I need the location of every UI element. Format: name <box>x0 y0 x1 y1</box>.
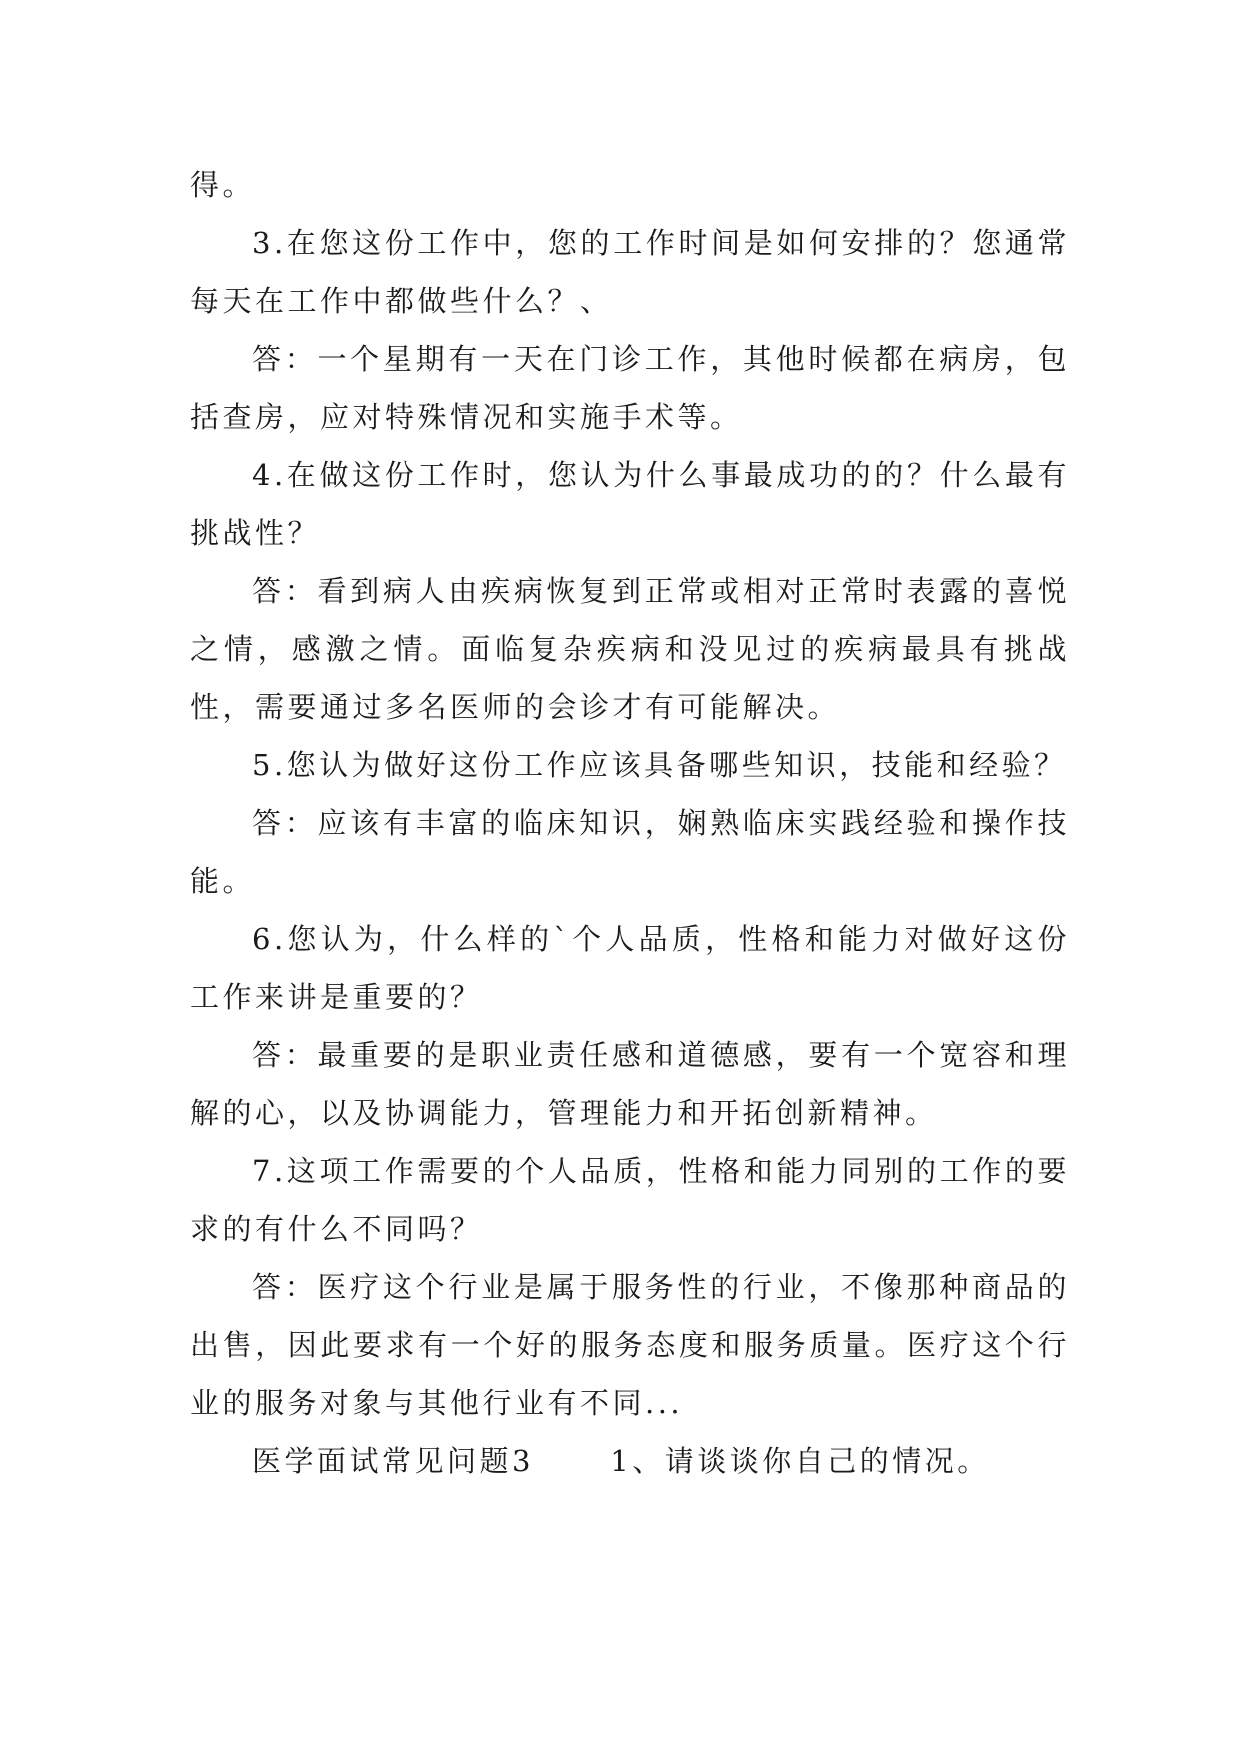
document-body <box>190 156 1070 1490</box>
answer-4: 答：看到病人由疾病恢复到正常或相对正常时表露的喜悦之情，感激之情。面临复杂疾病和没见过的疾病最具有挑战性，需要通过多名医师的会诊才有可能解决。 <box>190 574 1070 724</box>
answer-3: 答：一个星期有一天在门诊工作，其他时候都在病房，包括查房，应对特殊情况和实施手术等。 <box>190 342 1070 434</box>
question-6: 6.您认为，什么样的`个人品质，性格和能力对做好这份工作来讲是重要的？ <box>190 922 1070 1014</box>
question-3: 3.在您这份工作中，您的工作时间是如何安排的？您通常每天在工作中都做些什么？、 <box>190 226 1070 318</box>
question-5: 5.您认为做好这份工作应该具备哪些知识，技能和经验？ <box>252 748 1067 782</box>
answer-6: 答：最重要的是职业责任感和道德感，要有一个宽容和理解的心，以及协调能力，管理能力和开拓创新精神。 <box>190 1038 1070 1130</box>
answer-5: 答：应该有丰富的临床知识，娴熟临床实践经验和操作技能。 <box>190 806 1070 898</box>
question-4: 4.在做这份工作时，您认为什么事最成功的的？什么最有挑战性？ <box>190 458 1070 550</box>
section-heading-line <box>190 1432 1070 1490</box>
section-first-question: 1、请谈谈你自己的情况。 <box>610 1444 990 1478</box>
answer-7: 答：医疗这个行业是属于服务性的行业，不像那种商品的出售，因此要求有一个好的服务态度和服务质量。医疗这个行业的服务对象与其他行业有不同... <box>190 1270 1070 1420</box>
section-heading: 医学面试常见问题3 <box>252 1444 534 1478</box>
paragraph-continuation: 得。 <box>190 168 256 202</box>
question-7: 7.这项工作需要的个人品质，性格和能力同别的工作的要求的有什么不同吗？ <box>190 1154 1070 1246</box>
